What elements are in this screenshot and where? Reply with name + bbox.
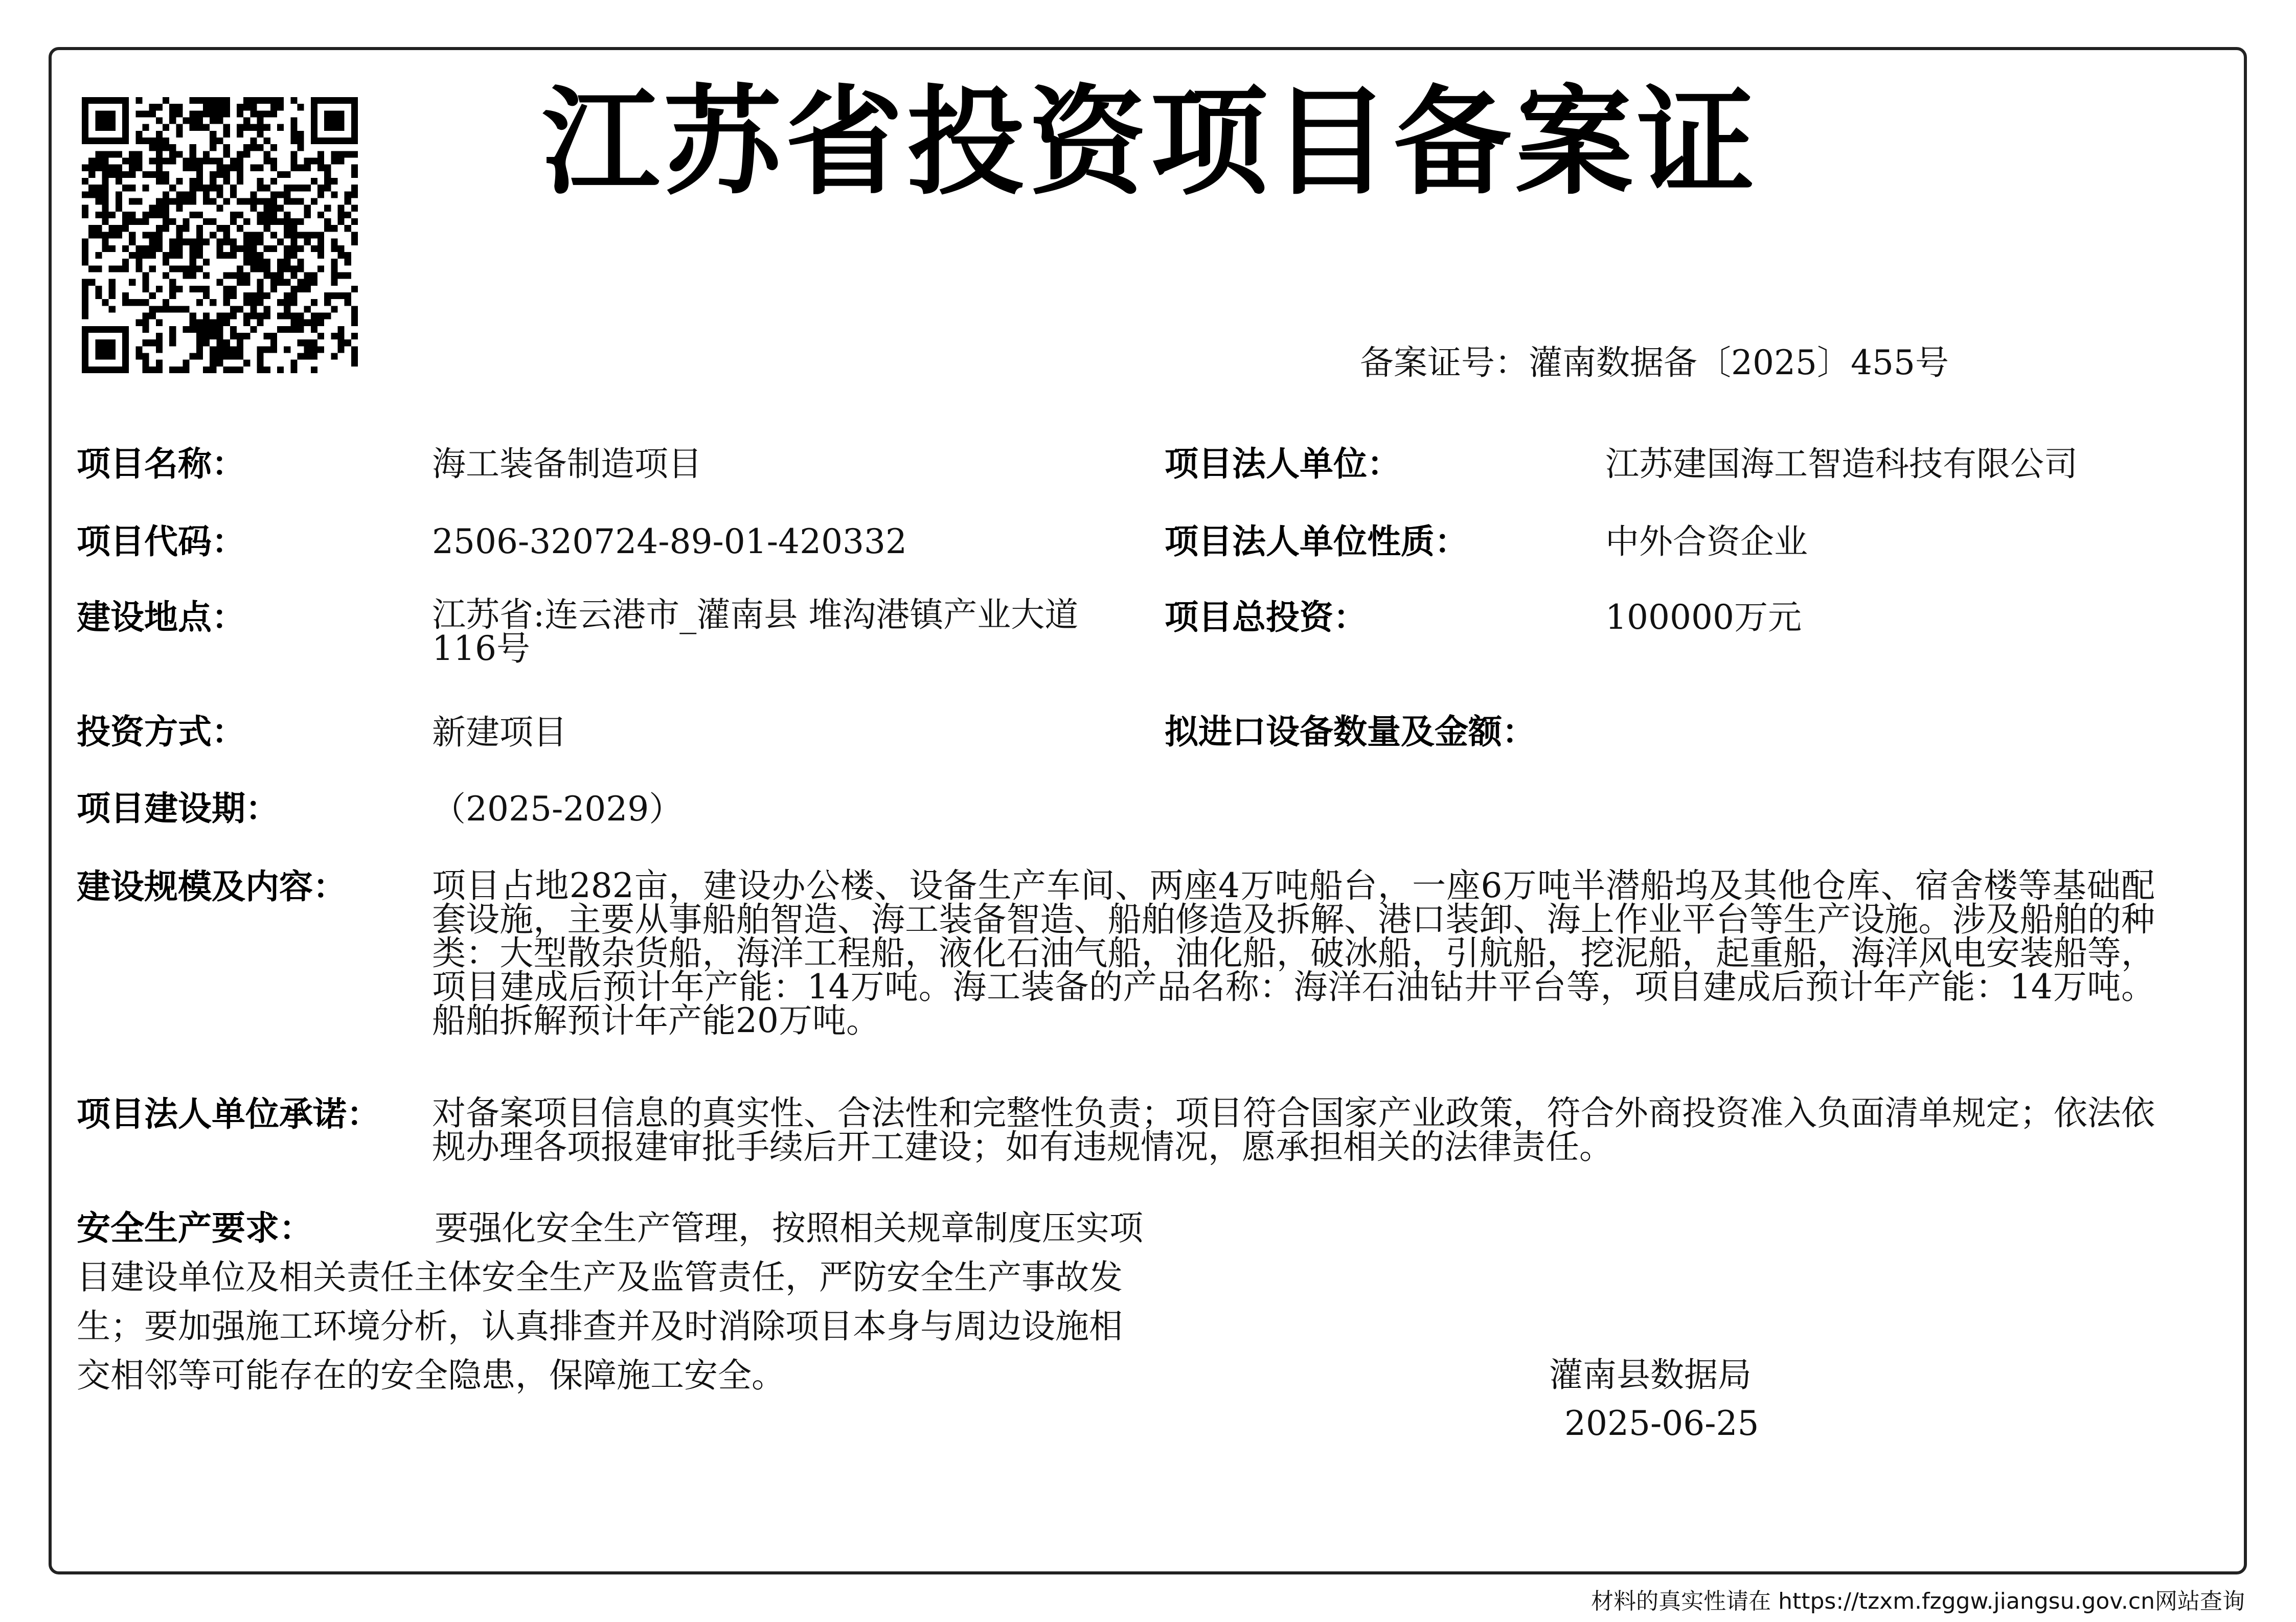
verification-note: 材料的真实性请在 https://tzxm.fzggw.jiangsu.gov.cn网站查询 [1591,1588,2245,1614]
location-label: 建设地点： [77,598,245,637]
project-code-value: 2506-320724-89-01-420332 [432,522,907,561]
location-value: 江苏省:连云港市_灌南县 堆沟港镇产业大道116号 [432,595,1079,668]
safety-requirements [77,1204,1150,1400]
project-name-label: 项目名称： [77,444,245,484]
project-code-label: 项目代码： [77,522,245,561]
certificate-title: 江苏省投资项目备案证 [542,75,1759,211]
construction-period-label: 项目建设期： [77,789,279,828]
imported-equipment-label: 拟进口设备数量及金额： [1165,712,1536,751]
total-investment-label: 项目总投资： [1165,598,1367,637]
project-name-value: 海工装备制造项目 [432,444,702,484]
legal-entity-label: 项目法人单位： [1165,444,1401,484]
investment-mode-value: 新建项目 [432,713,567,752]
total-investment-value: 100000万元 [1605,598,1802,637]
commitment-value: 对备案项目信息的真实性、合法性和完整性负责；项目符合国家产业政策，符合外商投资准入负面清单规定；依法依规办理各项报建审批手续后开工建设；如有违规情况，愿承担相关的法律责任。 [432,1093,2155,1167]
entity-nature-value: 中外合资企业 [1605,522,1808,561]
issue-date: 2025-06-25 [1564,1404,1759,1443]
commitment-label: 项目法人单位承诺： [77,1094,380,1134]
safety-value: 要强化安全生产管理，按照相关规章制度压实项目建设单位及相关责任主体安全生产及监管责任，严防安全生产事故发生；要加强施工环境分析，认真排查并及时消除项目本身与周边设施相交相邻等可能存在的安全隐患，保障施工安全。 [77,1208,1143,1395]
scale-content-label: 建设规模及内容： [77,867,347,906]
safety-label: 安全生产要求： [77,1208,313,1248]
construction-period-value: （2025-2029） [432,789,683,829]
investment-mode-label: 投资方式： [77,712,245,751]
qr-code-icon [82,97,358,373]
scale-content-value: 项目占地282亩，建设办公楼、设备生产车间、两座4万吨船台，一座6万吨半潜船坞及其他仓库、宿舍楼等基础配套设施，主要从事船舶智造、海工装备智造、船舶修造及拆解、港口装卸、海上作业平台等生产设施。涉及船舶的种类：大型散杂货船，海洋工程船，液化石油气船，油化船，破冰船，引航船，挖泥船，起重船，海洋风电安装船等，项目建成后预计年产能：14万吨。海工装备的产品名称：海洋石油钻井平台等，项目建成后预计年产能：14万吨。船舶拆解预计年产能20万吨。 [432,866,2155,1040]
issuing-authority: 灌南县数据局 [1549,1355,1752,1395]
certificate-number: 备案证号：灌南数据备〔2025〕455号 [1360,343,1949,382]
entity-nature-label: 项目法人单位性质： [1165,522,1468,561]
legal-entity-value: 江苏建国海工智造科技有限公司 [1605,444,2078,484]
